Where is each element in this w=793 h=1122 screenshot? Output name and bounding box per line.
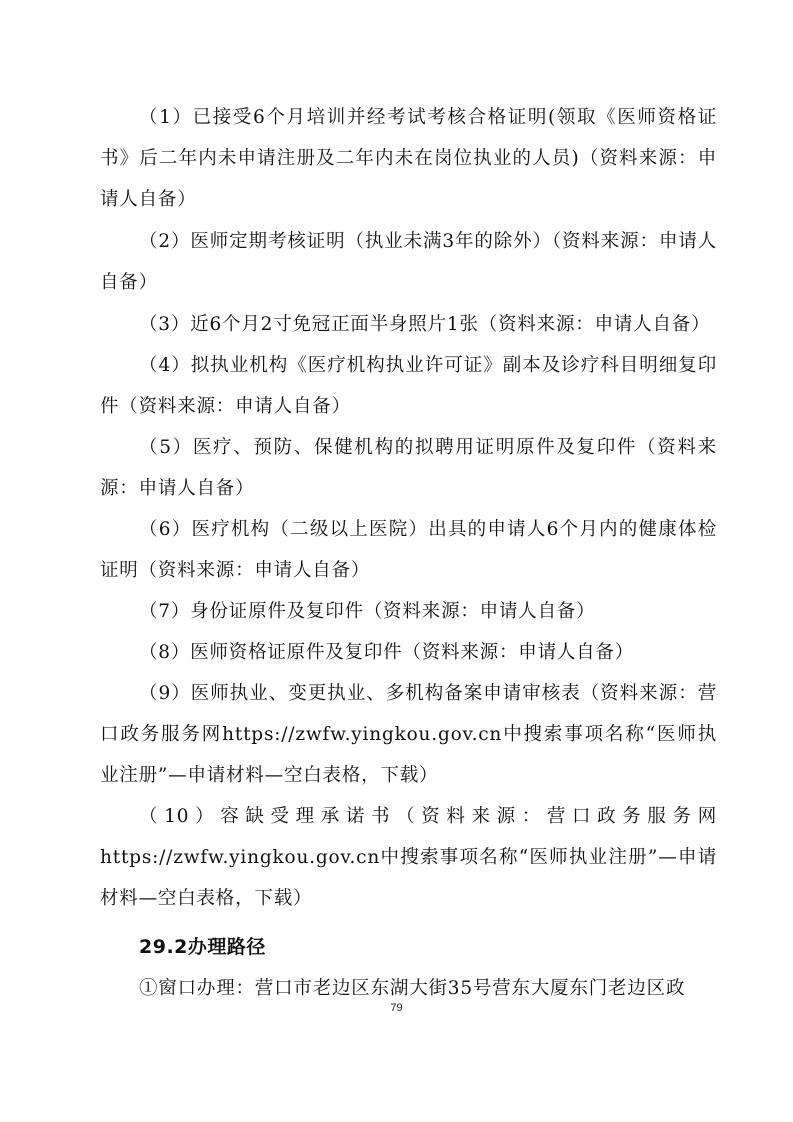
material-item-1: （1）已接受6个月培训并经考试考核合格证明(领取《医师资格证书》后二年内未申请注册及二年内未在岗位执业的人员)（资料来源：申请人自备）	[100, 107, 717, 210]
material-item-6: （6）医疗机构（二级以上医院）出具的申请人6个月内的健康体检证明（资料来源：申请人自备）	[100, 519, 717, 581]
material-item-3: （3）近6个月2寸免冠正面半身照片1张（资料来源：申请人自备）	[139, 314, 711, 335]
material-item-4: （4）拟执业机构《医疗机构执业许可证》副本及诊疗科目明细复印件（资料来源：申请人自备）	[100, 355, 717, 417]
material-item-8: （8）医师资格证原件及复印件（资料来源：申请人自备）	[139, 642, 635, 663]
path-paragraph: ①窗口办理：营口市老边区东湖大街35号营东大厦东门老边区政	[139, 978, 686, 999]
material-item-5: （5）医疗、预防、保健机构的拟聘用证明原件及复印件（资料来源：申请人自备）	[100, 437, 717, 499]
material-item-10: （10）容缺受理承诺书（资料来源：营口政务服务网https://zwfw.yingkou.gov.cn中搜索事项名称“医师执业注册”—申请材料—空白表格，下载）	[100, 806, 717, 909]
material-item-2: （2）医师定期考核证明（执业未满3年的除外）（资料来源：申请人自备）	[100, 231, 717, 293]
page-number: 79	[390, 1002, 403, 1014]
material-item-9: （9）医师执业、变更执业、多机构备案申请审核表（资料来源：营口政务服务网https://zwfw.yingkou.gov.cn中搜索事项名称“医师执业注册”—申请材料—空白表格，下载）	[100, 683, 717, 786]
section-heading: 29.2办理路径	[139, 936, 266, 958]
material-item-7: （7）身份证原件及复印件（资料来源：申请人自备）	[139, 601, 596, 622]
